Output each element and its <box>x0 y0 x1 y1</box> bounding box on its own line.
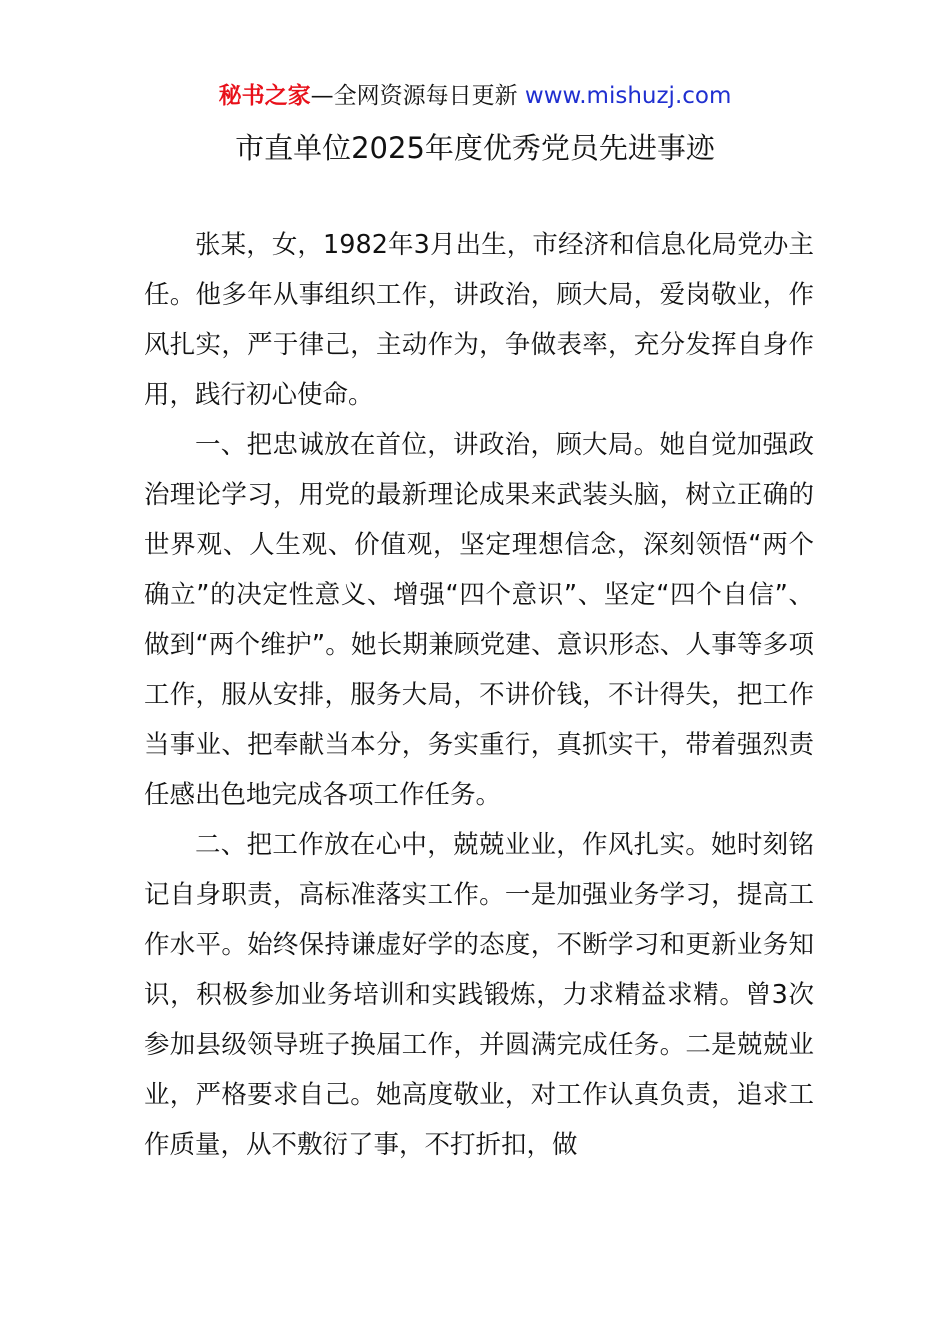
document-title: 市直单位2025年度优秀党员先进事迹 <box>235 131 715 165</box>
site-brand: 秘书之家 <box>218 83 311 109</box>
paragraph-intro: 张某，女，1982年3月出生，市经济和信息化局党办主任。他多年从事组织工作，讲政治，顾大局，爱岗敬业，作风扎实，严于律己，主动作为，争做表率，充分发挥自身作用，践行初心使命。 <box>144 230 814 410</box>
paragraph-section-2: 二、把工作放在心中，兢兢业业，作风扎实。她时刻铭记自身职责，高标准落实工作。一是加强业务学习，提高工作水平。始终保持谦虚好学的态度，不断学习和更新业务知识，积极参加业务培训和实践锻炼，力求精益求精。曾3次参加县级领导班子换届工作，并圆满完成任务。二是兢兢业业，严格要求自己。她高度敬业，对工作认真负责，追求工作质量，从不敷衍了事，不打折扣，做 <box>144 830 814 1160</box>
paragraph-section-1: 一、把忠诚放在首位，讲政治，顾大局。她自觉加强政治理论学习，用党的最新理论成果来武装头脑，树立正确的世界观、人生观、价值观，坚定理想信念，深刻领悟“两个确立”的决定性意义、增强“四个意识”、坚定“四个自信”、做到“两个维护”。她长期兼顾党建、意识形态、人事等多项工作，服从安排，服务大局，不讲价钱，不计得失，把工作当事业、把奉献当本分，务实重行，真抓实干，带着强烈责任感出色地完成各项工作任务。 <box>144 430 814 810</box>
site-header <box>0 80 950 112</box>
document-body <box>144 220 814 1170</box>
site-tagline: —全网资源每日更新 <box>310 83 518 109</box>
site-url-link[interactable]: www.mishuzj.com <box>524 83 732 109</box>
